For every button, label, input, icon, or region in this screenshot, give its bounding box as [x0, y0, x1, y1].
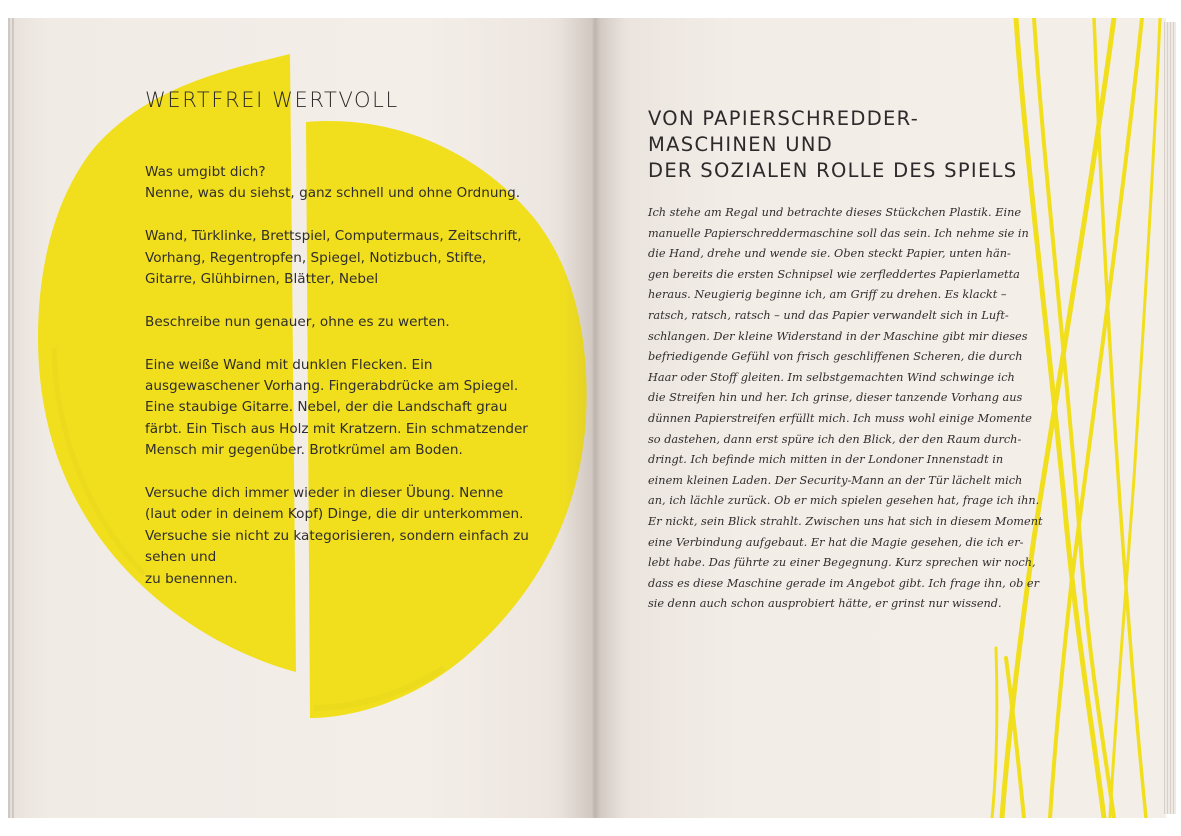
- text-line: eine Verbindung aufgebaut. Er hat die Magie gesehen, die ich er-: [648, 535, 1024, 549]
- text-line: zu benennen.: [145, 570, 238, 587]
- text-line: Was umgibt dich?: [145, 164, 266, 180]
- title-line: DER SOZIALEN ROLLE DES SPIELS: [648, 159, 1018, 182]
- page-edges: [1164, 22, 1176, 814]
- text-line: so dastehen, dann erst spüre ich den Blick, der den Raum durch-: [648, 432, 1022, 446]
- left-page-body: [145, 162, 555, 611]
- text-line: Mensch mir gegenüber. Brotkrümel am Boden.: [145, 442, 463, 459]
- text-line: sehen und: [145, 549, 217, 566]
- text-line: färbt. Ein Tisch aus Holz mit Kratzern. Ein schmatzender: [145, 420, 528, 437]
- text-line: die Streifen hin und her. Ich grinse, dieser tanzende Vorhang aus: [648, 391, 1023, 405]
- text-line: Ich stehe am Regal und betrachte dieses Stückchen Plastik. Eine: [648, 206, 1022, 219]
- right-page-body: [648, 203, 1068, 615]
- text-line: gen bereits die ersten Schnipsel wie zerfleddertes Papierlametta: [648, 267, 1020, 281]
- paragraph: [145, 483, 555, 590]
- text-line: an, ich lächle zurück. Ob er mich spielen gesehen hat, frage ich ihn.: [648, 494, 1040, 508]
- text-line: Nenne, was du siehst, ganz schnell und ohne Ordnung.: [145, 185, 521, 202]
- text-line: befriedigende Gefühl von frisch geschliffenen Scheren, die durch: [648, 350, 1023, 364]
- text-line: Haar oder Stoff gleiten. Im selbstgemachten Wind schwinge ich: [648, 370, 1015, 384]
- paragraph: [145, 312, 555, 333]
- text-line: lebt habe. Das führte zu einer Begegnung. Kurz sprechen wir noch,: [648, 556, 1036, 570]
- text-line: Beschreibe nun genauer, ohne es zu werten.: [145, 313, 450, 330]
- paragraph: [145, 355, 555, 462]
- text-line: (laut oder in deinem Kopf) Dinge, die dir unterkommen.: [145, 506, 524, 523]
- text-line: Eine weiße Wand mit dunklen Flecken. Ein: [145, 356, 433, 373]
- text-line: die Hand, drehe und wende sie. Oben steckt Papier, unten hän-: [648, 247, 1011, 261]
- text-line: manuelle Papierschreddermaschine soll das sein. Ich nehme sie in: [648, 226, 1029, 240]
- title-line: VON PAPIERSCHREDDER-: [648, 107, 920, 130]
- title-line: MASCHINEN UND: [648, 133, 834, 156]
- text-line: sie denn auch schon ausprobiert hätte, er grinst nur wissend.: [648, 597, 1002, 611]
- text-line: dringt. Ich befinde mich mitten in der Londoner Innenstadt in: [648, 453, 1004, 467]
- text-line: dünnen Papierstreifen erfüllt mich. Ich muss wohl einige Momente: [648, 411, 1032, 425]
- text-line: heraus. Neugierig beginne ich, am Griff zu drehen. Es klackt –: [648, 288, 1007, 302]
- right-page-title: [648, 106, 1017, 184]
- right-page: [594, 18, 1166, 818]
- text-line: Er nickt, sein Blick strahlt. Zwischen uns hat sich in diesem Moment: [648, 514, 1043, 528]
- yellow-stroke: [992, 648, 997, 818]
- text-line: Eine staubige Gitarre. Nebel, der die Landschaft grau: [145, 399, 508, 416]
- text-line: Vorhang, Regentropfen, Spiegel, Notizbuch, Stifte,: [145, 249, 487, 266]
- text-line: Versuche dich immer wieder in dieser Übung. Nenne: [145, 485, 504, 502]
- text-line: dass es diese Maschine gerade im Angebot gibt. Ich frage ihn, ob er: [648, 576, 1040, 590]
- text-line: Versuche sie nicht zu kategorisieren, sondern einfach zu: [145, 527, 529, 544]
- paragraph: [145, 162, 555, 205]
- text-line: einem kleinen Laden. Der Security-Mann an der Tür lächelt mich: [648, 473, 1023, 487]
- left-page: [14, 18, 594, 818]
- text-line: ratsch, ratsch, ratsch – und das Papier verwandelt sich in Luft-: [648, 308, 1009, 322]
- text-line: ausgewaschener Vorhang. Fingerabdrücke am Spiegel.: [145, 378, 519, 395]
- text-line: schlangen. Der kleine Widerstand in der Maschine gibt mir dieses: [648, 329, 1028, 343]
- text-line: Gitarre, Glühbirnen, Blätter, Nebel: [145, 271, 379, 288]
- text-line: Wand, Türklinke, Brettspiel, Computermaus, Zeitschrift,: [145, 228, 522, 245]
- left-page-title: WERTFREI WERTVOLL: [145, 88, 399, 112]
- paragraph: [145, 226, 555, 290]
